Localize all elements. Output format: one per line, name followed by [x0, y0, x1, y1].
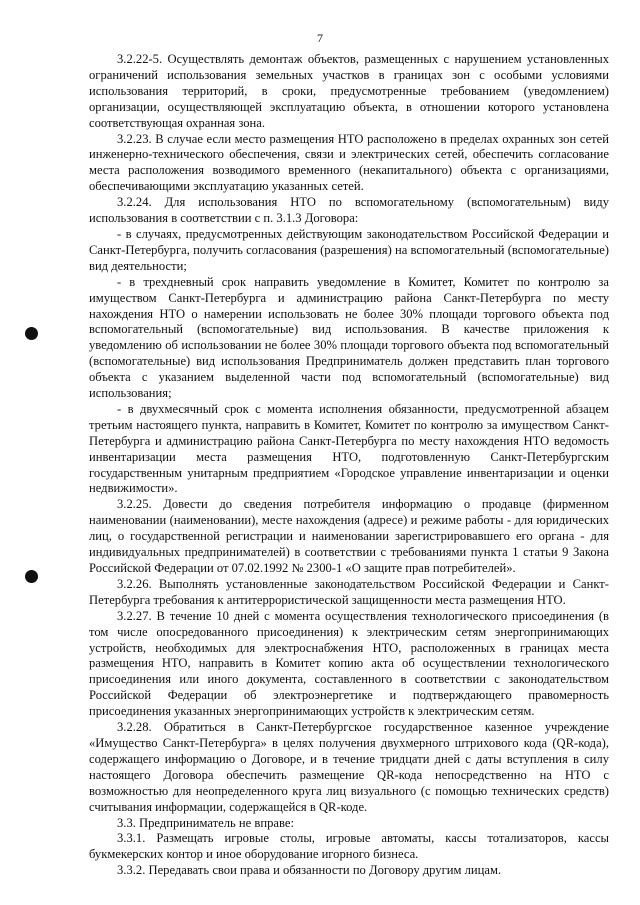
document-body: [89, 52, 609, 879]
paragraph-3-2-27: 3.2.27. В течение 10 дней с момента осуществления технологического присоединения (в том числе опосредованного присоединения) к электрическим сетям энергопринимающих устройств, необходимых для электроснабжения НТО, расположенных в границах места размещения НТО, направить в Комитет копию акта об осуществлении технологического присоединения или иного документа, составленного в соответствии с законодательством Российской Федерации об электроэнергетике и подтверждающего правомерность присоединения указанных энергопринимающих устройств к электрическим сетям.: [89, 608, 609, 719]
paragraph-3-2-24-item-3: - в двухмесячный срок с момента исполнения обязанности, предусмотренной абзацем третьим настоящего пункта, направить в Комитет, Комитет по контролю за имуществом Санкт-Петербурга и администрацию района Санкт-Петербурга по месту нахождения НТО ведомость инвентаризации места размещения НТО, подготовленную Санкт-Петербургским государственным унитарным предприятием «Городское управление инвентаризации и оценки недвижимости».: [89, 401, 609, 496]
paragraph-3-3-1: 3.3.1. Размещать игровые столы, игровые автоматы, кассы тотализаторов, кассы букмекерских контор и иное оборудование игорного бизнеса.: [89, 831, 609, 862]
page-number: 7: [317, 31, 323, 45]
paragraph-3-2-24-item-1: - в случаях, предусмотренных действующим законодательством Российской Федерации и Санкт-Петербурга, получить согласования (разрешения) на вспомогательный (вспомогательные) вид деятельности;: [89, 226, 609, 273]
paragraph-3-2-26: 3.2.26. Выполнять установленные законодательством Российской Федерации и Санкт-Петербурга требования к антитеррористической защищенности места размещения НТО.: [89, 576, 609, 607]
paragraph-3-2-25: 3.2.25. Довести до сведения потребителя информацию о продавце (фирменном наименовании (наименовании), месте нахождения (адресе) и режиме работы - для юридических лиц, о государственной регистрации и наименовании зарегистрировавшего его органа - для индивидуальных предпринимателей) в соответствии с требованиями пункта 1 статьи 9 Закона Российской Федерации от 07.02.1992 № 2300-1 «О защите прав потребителей».: [89, 497, 609, 575]
punch-hole-upper: [25, 327, 38, 340]
paragraph-3-2-23: 3.2.23. В случае если место размещения НТО расположено в пределах охранных зон сетей инженерно-технического обеспечения, связи и электрических сетей, обеспечить согласование места расположения возводимого временного (некапитального) объекта с организациями, обеспечивающими эксплуатацию указанных сетей.: [89, 131, 609, 194]
paragraph-3-2-28: 3.2.28. Обратиться в Санкт-Петербургское государственное казенное учреждение «Имущество Санкт-Петербурга» в целях получения двухмерного штрихового кода (QR-кода), содержащего информацию о Договоре, и в течение тридцати дней с даты вступления в силу настоящего Договора обеспечить размещение QR-кода непосредственно на НТО с возможностью для неопределенного круга лиц визуального (с помощью технических средств) считывания информации, содержащейся в QR-коде.: [89, 720, 609, 814]
punch-hole-lower: [25, 570, 38, 583]
paragraph-3-2-22-5: 3.2.22-5. Осуществлять демонтаж объектов, размещенных с нарушением установленных ограничений использования земельных участков в границах зон с особыми условиями использования территорий, в сроки, предусмотренные требованием (уведомлением) организации, осуществляющей эксплуатацию объекта, в отношении которого установлена соответствующая охранная зона.: [89, 52, 609, 130]
paragraph-3-2-24-item-2: - в трехдневный срок направить уведомление в Комитет, Комитет по контролю за имуществом Санкт-Петербурга и администрацию района Санкт-Петербурга по месту нахождения НТО о намерении использовать не более 30% площади торгового объекта под вспомогательный (вспомогательные) вид использования. В качестве приложения к уведомлению об использовании не более 30% площади торгового объекта под вспомогательный (вспомогательные) вид использования Предприниматель должен представить план торгового объекта с указанием выделенной части под вспомогательный (вспомогательные) вид использования;: [89, 274, 609, 401]
paragraph-3-3: 3.3. Предприниматель не вправе:: [117, 815, 294, 830]
paragraph-3-2-24: 3.2.24. Для использования НТО по вспомогательному (вспомогательным) виду использования в соответствии с п. 3.1.3 Договора:: [89, 195, 609, 226]
paragraph-3-3-2: 3.3.2. Передавать свои права и обязанности по Договору другим лицам.: [117, 863, 502, 878]
